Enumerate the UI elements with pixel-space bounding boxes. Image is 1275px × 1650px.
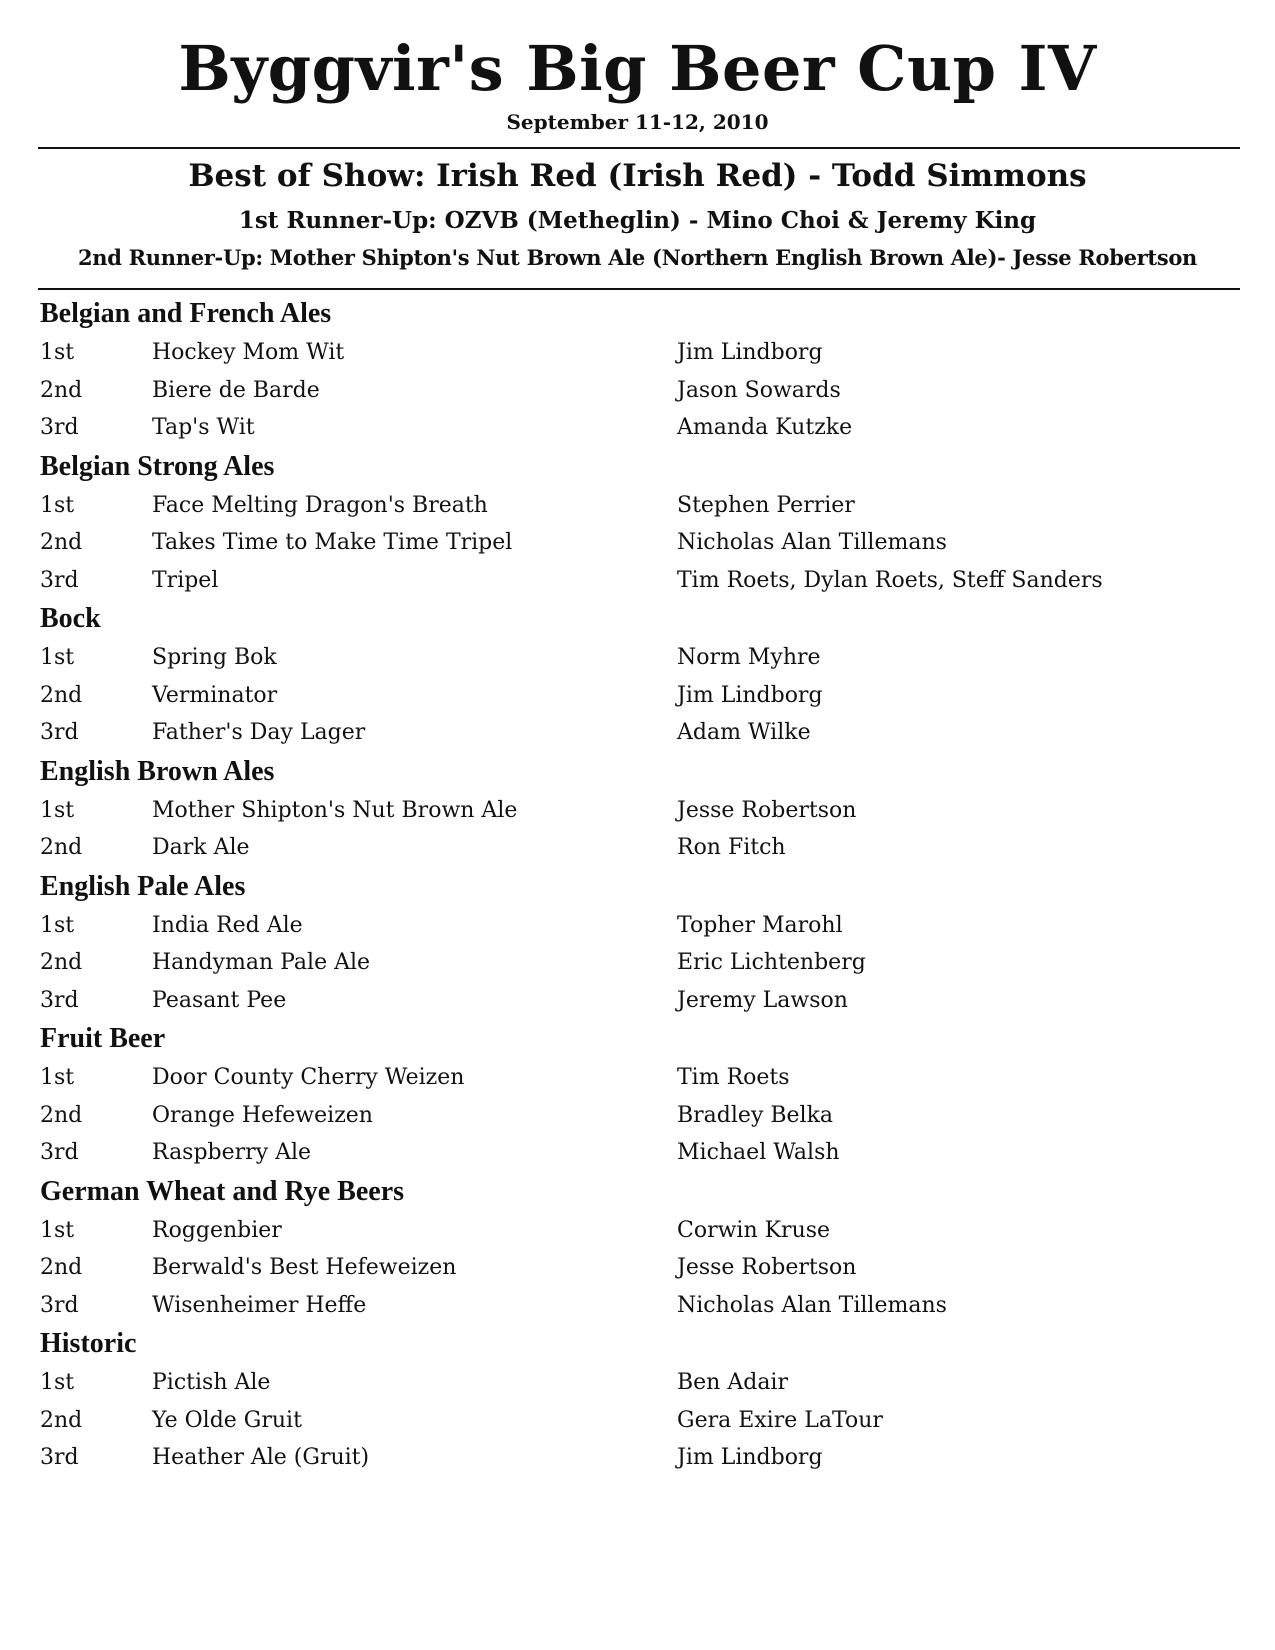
beer-name: Takes Time to Make Time Tripel (152, 530, 513, 555)
place-label: 3rd (40, 987, 79, 1013)
beer-name: Wisenheimer Heffe (152, 1292, 367, 1318)
result-row (40, 409, 1240, 447)
category-heading: Fruit Beer (40, 1023, 166, 1054)
category-heading: Bock (40, 603, 101, 634)
category-section (40, 1324, 1240, 1477)
result-row (40, 1059, 1240, 1097)
result-row (40, 829, 1240, 867)
result-row (40, 1134, 1240, 1172)
beer-name: India Red Ale (152, 912, 303, 938)
place-label: 1st (40, 340, 75, 365)
result-row (40, 562, 1240, 600)
result-row (40, 1439, 1240, 1477)
brewer-name: Corwin Kruse (677, 1217, 831, 1243)
result-row (40, 1249, 1240, 1287)
second-runner-up: 2nd Runner-Up: Mother Shipton's Nut Brown Ale (Northern English Brown Ale)- Jesse Robertson (77, 245, 1198, 270)
category-heading: Historic (40, 1328, 137, 1359)
category-heading: English Brown Ales (40, 755, 275, 787)
brewer-name: Ron Fitch (677, 835, 786, 860)
brewer-name: Nicholas Alan Tillemans (677, 530, 947, 555)
result-row (40, 487, 1240, 525)
best-of-show: Best of Show: Irish Red (Irish Red) - Todd Simmons (188, 158, 1087, 194)
brewer-name: Stephen Perrier (677, 492, 855, 518)
result-row (40, 1402, 1240, 1440)
category-section (40, 752, 1240, 867)
category-section (40, 294, 1240, 447)
result-row (40, 1287, 1240, 1325)
beer-name: Face Melting Dragon's Breath (152, 492, 488, 518)
place-label: 1st (40, 1370, 75, 1395)
result-row (40, 639, 1240, 677)
result-row (40, 1364, 1240, 1402)
beer-name: Raspberry Ale (152, 1140, 312, 1165)
place-label: 2nd (40, 530, 83, 555)
brewer-name: Michael Walsh (677, 1140, 840, 1165)
place-label: 1st (40, 1217, 75, 1243)
first-runner-up: 1st Runner-Up: OZVB (Metheglin) - Mino Choi & Jeremy King (238, 207, 1037, 234)
beer-name: Berwald's Best Hefeweizen (152, 1255, 457, 1280)
brewer-name: Jim Lindborg (677, 682, 823, 708)
beer-name: Tap's Wit (152, 415, 255, 440)
result-row (40, 714, 1240, 752)
beer-name: Biere de Barde (152, 377, 320, 403)
place-label: 3rd (40, 1140, 79, 1165)
category-section (40, 447, 1240, 600)
place-label: 3rd (40, 720, 79, 745)
place-label: 1st (40, 797, 75, 823)
beer-name: Peasant Pee (152, 987, 287, 1013)
brewer-name: Jason Sowards (677, 377, 841, 403)
brewer-name: Topher Marohl (677, 912, 843, 938)
place-label: 2nd (40, 1102, 83, 1128)
category-section (40, 1019, 1240, 1172)
place-label: 3rd (40, 1292, 79, 1318)
place-label: 3rd (40, 567, 79, 593)
place-label: 3rd (40, 1445, 79, 1470)
brewer-name: Bradley Belka (677, 1102, 834, 1128)
place-label: 1st (40, 492, 75, 518)
beer-name: Hockey Mom Wit (152, 340, 345, 365)
beer-name: Dark Ale (152, 835, 250, 860)
place-label: 2nd (40, 835, 83, 860)
category-section (40, 599, 1240, 752)
place-label: 3rd (40, 415, 79, 440)
category-heading: Belgian and French Ales (40, 298, 332, 329)
brewer-name: Tim Roets (677, 1065, 790, 1090)
beer-name: Spring Bok (152, 645, 277, 670)
category-heading: German Wheat and Rye Beers (40, 1175, 405, 1207)
brewer-name: Norm Myhre (677, 645, 821, 670)
beer-name: Handyman Pale Ale (152, 950, 371, 975)
brewer-name: Eric Lichtenberg (677, 950, 866, 975)
result-row (40, 372, 1240, 410)
category-heading: Belgian Strong Ales (40, 450, 275, 482)
category-heading: English Pale Ales (40, 870, 246, 902)
place-label: 2nd (40, 1407, 83, 1433)
result-row (40, 1097, 1240, 1135)
result-row (40, 677, 1240, 715)
brewer-name: Nicholas Alan Tillemans (677, 1292, 947, 1318)
beer-name: Pictish Ale (152, 1370, 271, 1395)
result-row (40, 982, 1240, 1020)
place-label: 1st (40, 1065, 75, 1090)
result-row (40, 907, 1240, 945)
result-row (40, 944, 1240, 982)
beer-name: Roggenbier (152, 1217, 282, 1243)
place-label: 2nd (40, 682, 83, 708)
category-section (40, 867, 1240, 1020)
brewer-name: Gera Exire LaTour (677, 1407, 883, 1433)
beer-name: Mother Shipton's Nut Brown Ale (152, 797, 518, 823)
event-date: September 11-12, 2010 (506, 110, 769, 134)
brewer-name: Jesse Robertson (677, 1255, 857, 1280)
result-row (40, 524, 1240, 562)
place-label: 2nd (40, 377, 83, 403)
result-row (40, 334, 1240, 372)
results-list (40, 294, 1240, 1477)
place-label: 1st (40, 645, 75, 670)
header-divider-bottom (38, 288, 1240, 290)
brewer-name: Jesse Robertson (677, 797, 857, 823)
brewer-name: Jim Lindborg (677, 340, 823, 365)
brewer-name: Tim Roets, Dylan Roets, Steff Sanders (677, 567, 1103, 593)
result-row (40, 792, 1240, 830)
beer-name: Heather Ale (Gruit) (152, 1445, 370, 1470)
brewer-name: Amanda Kutzke (677, 415, 853, 440)
place-label: 2nd (40, 1255, 83, 1280)
place-label: 2nd (40, 950, 83, 975)
result-row (40, 1212, 1240, 1250)
brewer-name: Ben Adair (677, 1370, 788, 1395)
place-label: 1st (40, 912, 75, 938)
brewer-name: Jeremy Lawson (677, 987, 848, 1013)
beer-name: Father's Day Lager (152, 720, 366, 745)
beer-name: Ye Olde Gruit (152, 1407, 302, 1433)
brewer-name: Adam Wilke (677, 720, 811, 745)
header-divider-top (38, 147, 1240, 149)
document-title: Byggvir's Big Beer Cup IV (178, 32, 1097, 105)
category-section (40, 1172, 1240, 1325)
beer-name: Tripel (152, 567, 219, 593)
beer-name: Verminator (152, 682, 278, 708)
beer-name: Orange Hefeweizen (152, 1102, 373, 1128)
beer-name: Door County Cherry Weizen (152, 1065, 465, 1090)
brewer-name: Jim Lindborg (677, 1445, 823, 1470)
